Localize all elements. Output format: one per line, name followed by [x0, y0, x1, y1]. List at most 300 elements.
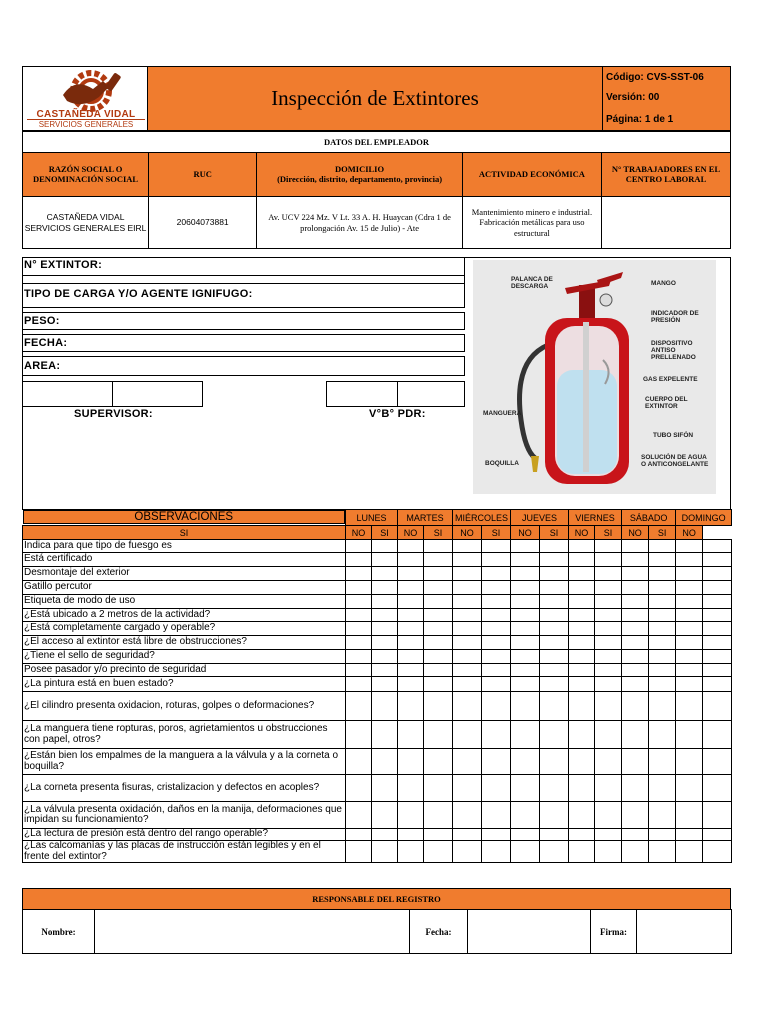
- si-checkbox-cell[interactable]: [622, 802, 649, 829]
- no-checkbox-cell[interactable]: [595, 829, 622, 841]
- no-checkbox-cell[interactable]: [703, 567, 732, 581]
- si-checkbox-cell[interactable]: [676, 829, 703, 841]
- checklist-question: ¿Está completamente cargado y operable?: [23, 622, 346, 636]
- si-checkbox-cell[interactable]: [398, 692, 424, 721]
- si-checkbox-cell[interactable]: [676, 664, 703, 677]
- si-checkbox-cell[interactable]: [676, 721, 703, 749]
- no-checkbox-cell[interactable]: [482, 749, 511, 775]
- no-checkbox-cell[interactable]: [540, 775, 569, 802]
- si-checkbox-cell[interactable]: [453, 581, 482, 595]
- si-checkbox-cell[interactable]: [346, 650, 372, 664]
- no-checkbox-cell[interactable]: [540, 650, 569, 664]
- si-checkbox-cell[interactable]: [511, 595, 540, 609]
- no-checkbox-cell[interactable]: [595, 595, 622, 609]
- si-checkbox-cell[interactable]: [676, 841, 703, 863]
- si-checkbox-cell[interactable]: [346, 664, 372, 677]
- si-checkbox-cell[interactable]: [511, 567, 540, 581]
- vobo-sign-box-2[interactable]: [397, 381, 465, 407]
- si-checkbox-cell[interactable]: [622, 829, 649, 841]
- si-checkbox-cell[interactable]: [676, 540, 703, 553]
- day-sabado: SÁBADO: [622, 510, 676, 526]
- no-checkbox-cell[interactable]: [482, 650, 511, 664]
- si-checkbox-cell[interactable]: [622, 721, 649, 749]
- col-ruc: RUC: [149, 153, 257, 197]
- no-checkbox-cell[interactable]: [703, 636, 732, 650]
- no-checkbox-cell[interactable]: [372, 595, 398, 609]
- no-checkbox-cell[interactable]: [482, 567, 511, 581]
- no-checkbox-cell[interactable]: [595, 581, 622, 595]
- no-checkbox-cell[interactable]: [482, 721, 511, 749]
- no-checkbox-cell[interactable]: [540, 664, 569, 677]
- no-checkbox-cell[interactable]: [424, 721, 453, 749]
- no-checkbox-cell[interactable]: [540, 721, 569, 749]
- si-checkbox-cell[interactable]: [569, 622, 595, 636]
- si-checkbox-cell[interactable]: [569, 775, 595, 802]
- label-solucion: SOLUCIÓN DE AGUA O ANTICONGELANTE: [641, 454, 709, 469]
- no-checkbox-cell[interactable]: [372, 636, 398, 650]
- no-checkbox-cell[interactable]: [703, 677, 732, 692]
- si-checkbox-cell[interactable]: [346, 802, 372, 829]
- employer-table: [22, 152, 731, 249]
- si-checkbox-cell[interactable]: [569, 802, 595, 829]
- no-checkbox-cell[interactable]: [424, 692, 453, 721]
- checklist-question: ¿Está ubicado a 2 metros de la actividad?: [23, 609, 346, 622]
- no-checkbox-cell[interactable]: [372, 540, 398, 553]
- si-checkbox-cell[interactable]: [511, 553, 540, 567]
- no-checkbox-cell[interactable]: [372, 609, 398, 622]
- header-logo-cell: [22, 66, 148, 131]
- si-label: SI: [424, 526, 453, 540]
- label-manguera: MANGUERA: [483, 410, 522, 417]
- si-checkbox-cell[interactable]: [569, 609, 595, 622]
- si-checkbox-cell[interactable]: [453, 609, 482, 622]
- si-checkbox-cell[interactable]: [453, 802, 482, 829]
- no-checkbox-cell[interactable]: [424, 540, 453, 553]
- no-checkbox-cell[interactable]: [482, 595, 511, 609]
- si-checkbox-cell[interactable]: [346, 692, 372, 721]
- no-checkbox-cell[interactable]: [595, 553, 622, 567]
- checklist-question: ¿La lectura de presión está dentro del rango operable?: [23, 829, 346, 841]
- si-checkbox-cell[interactable]: [511, 692, 540, 721]
- si-checkbox-cell[interactable]: [346, 622, 372, 636]
- si-checkbox-cell[interactable]: [569, 581, 595, 595]
- si-checkbox-cell[interactable]: [569, 595, 595, 609]
- no-checkbox-cell[interactable]: [703, 553, 732, 567]
- no-checkbox-cell[interactable]: [703, 829, 732, 841]
- si-checkbox-cell[interactable]: [346, 636, 372, 650]
- no-checkbox-cell[interactable]: [649, 595, 676, 609]
- checklist-row: [23, 650, 732, 664]
- si-checkbox-cell[interactable]: [398, 721, 424, 749]
- si-checkbox-cell[interactable]: [676, 636, 703, 650]
- no-checkbox-cell[interactable]: [649, 622, 676, 636]
- no-checkbox-cell[interactable]: [649, 609, 676, 622]
- no-checkbox-cell[interactable]: [372, 650, 398, 664]
- si-checkbox-cell[interactable]: [676, 553, 703, 567]
- si-checkbox-cell[interactable]: [676, 622, 703, 636]
- si-checkbox-cell[interactable]: [346, 581, 372, 595]
- checklist-question: Indica para que tipo de fuesgo es: [23, 540, 346, 553]
- no-checkbox-cell[interactable]: [540, 540, 569, 553]
- si-checkbox-cell[interactable]: [398, 677, 424, 692]
- si-checkbox-cell[interactable]: [676, 567, 703, 581]
- si-checkbox-cell[interactable]: [511, 609, 540, 622]
- si-checkbox-cell[interactable]: [622, 609, 649, 622]
- si-checkbox-cell[interactable]: [453, 749, 482, 775]
- si-checkbox-cell[interactable]: [569, 650, 595, 664]
- no-checkbox-cell[interactable]: [703, 692, 732, 721]
- no-checkbox-cell[interactable]: [595, 650, 622, 664]
- checklist-question: Posee pasador y/o precinto de seguridad: [23, 664, 346, 677]
- no-checkbox-cell[interactable]: [540, 802, 569, 829]
- responsable-section-title: RESPONSABLE DEL REGISTRO: [22, 888, 731, 910]
- no-checkbox-cell[interactable]: [482, 664, 511, 677]
- no-checkbox-cell[interactable]: [482, 636, 511, 650]
- no-checkbox-cell[interactable]: [595, 802, 622, 829]
- si-checkbox-cell[interactable]: [511, 581, 540, 595]
- si-checkbox-cell[interactable]: [676, 609, 703, 622]
- si-checkbox-cell[interactable]: [622, 841, 649, 863]
- si-checkbox-cell[interactable]: [676, 802, 703, 829]
- no-checkbox-cell[interactable]: [540, 829, 569, 841]
- no-checkbox-cell[interactable]: [649, 721, 676, 749]
- logo-text-bottom: SERVICIOS GENERALES: [27, 119, 145, 129]
- si-checkbox-cell[interactable]: [346, 609, 372, 622]
- no-checkbox-cell[interactable]: [649, 829, 676, 841]
- no-checkbox-cell[interactable]: [482, 802, 511, 829]
- si-checkbox-cell[interactable]: [569, 692, 595, 721]
- no-checkbox-cell[interactable]: [424, 775, 453, 802]
- no-checkbox-cell[interactable]: [703, 841, 732, 863]
- no-checkbox-cell[interactable]: [540, 841, 569, 863]
- no-checkbox-cell[interactable]: [595, 775, 622, 802]
- si-checkbox-cell[interactable]: [398, 553, 424, 567]
- si-checkbox-cell[interactable]: [398, 567, 424, 581]
- si-checkbox-cell[interactable]: [511, 677, 540, 692]
- no-checkbox-cell[interactable]: [595, 677, 622, 692]
- label-boquilla: BOQUILLA: [485, 460, 519, 467]
- no-checkbox-cell[interactable]: [540, 553, 569, 567]
- si-checkbox-cell[interactable]: [676, 749, 703, 775]
- si-checkbox-cell[interactable]: [453, 540, 482, 553]
- no-checkbox-cell[interactable]: [540, 749, 569, 775]
- si-checkbox-cell[interactable]: [676, 650, 703, 664]
- si-checkbox-cell[interactable]: [622, 664, 649, 677]
- no-checkbox-cell[interactable]: [424, 553, 453, 567]
- si-checkbox-cell[interactable]: [569, 749, 595, 775]
- no-checkbox-cell[interactable]: [540, 636, 569, 650]
- si-checkbox-cell[interactable]: [453, 677, 482, 692]
- no-checkbox-cell[interactable]: [540, 677, 569, 692]
- no-checkbox-cell[interactable]: [649, 650, 676, 664]
- checklist-row: [23, 749, 732, 775]
- no-checkbox-cell[interactable]: [424, 841, 453, 863]
- no-checkbox-cell[interactable]: [595, 567, 622, 581]
- si-checkbox-cell[interactable]: [511, 802, 540, 829]
- si-checkbox-cell[interactable]: [569, 721, 595, 749]
- si-checkbox-cell[interactable]: [569, 664, 595, 677]
- si-label: SI: [649, 526, 676, 540]
- no-checkbox-cell[interactable]: [703, 775, 732, 802]
- checklist-row: [23, 721, 732, 749]
- si-checkbox-cell[interactable]: [453, 636, 482, 650]
- no-checkbox-cell[interactable]: [703, 650, 732, 664]
- peso-label: PESO:: [24, 315, 60, 327]
- no-checkbox-cell[interactable]: [424, 664, 453, 677]
- no-label: NO: [511, 526, 540, 540]
- no-checkbox-cell[interactable]: [424, 581, 453, 595]
- no-checkbox-cell[interactable]: [649, 581, 676, 595]
- no-checkbox-cell[interactable]: [424, 802, 453, 829]
- ruc-value: 20604073881: [149, 197, 257, 249]
- si-checkbox-cell[interactable]: [346, 595, 372, 609]
- area-label: AREA:: [24, 360, 61, 372]
- no-checkbox-cell[interactable]: [424, 636, 453, 650]
- no-checkbox-cell[interactable]: [372, 553, 398, 567]
- no-checkbox-cell[interactable]: [482, 540, 511, 553]
- no-checkbox-cell[interactable]: [703, 609, 732, 622]
- si-checkbox-cell[interactable]: [622, 595, 649, 609]
- checklist-question: ¿La válvula presenta oxidación, daños en la manija, deformaciones que impidan su funcionamiento?: [23, 802, 346, 829]
- no-checkbox-cell[interactable]: [649, 540, 676, 553]
- no-checkbox-cell[interactable]: [540, 622, 569, 636]
- no-checkbox-cell[interactable]: [372, 692, 398, 721]
- si-checkbox-cell[interactable]: [453, 622, 482, 636]
- no-checkbox-cell[interactable]: [703, 622, 732, 636]
- si-checkbox-cell[interactable]: [622, 540, 649, 553]
- si-checkbox-cell[interactable]: [398, 829, 424, 841]
- label-mango: MANGO: [651, 280, 676, 287]
- no-checkbox-cell[interactable]: [372, 677, 398, 692]
- no-checkbox-cell[interactable]: [372, 749, 398, 775]
- si-checkbox-cell[interactable]: [676, 581, 703, 595]
- razon-value: CASTAÑEDA VIDAL SERVICIOS GENERALES EIRL: [23, 197, 149, 249]
- no-checkbox-cell[interactable]: [649, 692, 676, 721]
- si-label: SI: [540, 526, 569, 540]
- si-checkbox-cell[interactable]: [569, 540, 595, 553]
- si-checkbox-cell[interactable]: [569, 567, 595, 581]
- no-checkbox-cell[interactable]: [540, 609, 569, 622]
- no-checkbox-cell[interactable]: [372, 829, 398, 841]
- no-checkbox-cell[interactable]: [540, 595, 569, 609]
- no-checkbox-cell[interactable]: [424, 677, 453, 692]
- si-checkbox-cell[interactable]: [398, 581, 424, 595]
- si-checkbox-cell[interactable]: [622, 749, 649, 775]
- no-checkbox-cell[interactable]: [424, 609, 453, 622]
- no-checkbox-cell[interactable]: [649, 636, 676, 650]
- si-checkbox-cell[interactable]: [622, 650, 649, 664]
- si-checkbox-cell[interactable]: [453, 841, 482, 863]
- si-checkbox-cell[interactable]: [569, 553, 595, 567]
- si-checkbox-cell[interactable]: [569, 841, 595, 863]
- trabajadores-value: [601, 197, 730, 249]
- no-checkbox-cell[interactable]: [595, 721, 622, 749]
- si-checkbox-cell[interactable]: [511, 650, 540, 664]
- no-checkbox-cell[interactable]: [482, 775, 511, 802]
- no-checkbox-cell[interactable]: [540, 567, 569, 581]
- si-checkbox-cell[interactable]: [511, 664, 540, 677]
- checklist-row: [23, 636, 732, 650]
- checklist-question: ¿Están bien los empalmes de la manguera a la válvula y a la corneta o boquilla?: [23, 749, 346, 775]
- si-checkbox-cell[interactable]: [398, 540, 424, 553]
- si-checkbox-cell[interactable]: [398, 609, 424, 622]
- fecha-input[interactable]: [468, 910, 591, 954]
- si-checkbox-cell[interactable]: [453, 650, 482, 664]
- checklist-question: Desmontaje del exterior: [23, 567, 346, 581]
- no-checkbox-cell[interactable]: [595, 749, 622, 775]
- no-checkbox-cell[interactable]: [482, 841, 511, 863]
- numero-input[interactable]: [22, 276, 465, 284]
- no-checkbox-cell[interactable]: [372, 775, 398, 802]
- si-checkbox-cell[interactable]: [346, 775, 372, 802]
- no-checkbox-cell[interactable]: [424, 595, 453, 609]
- no-checkbox-cell[interactable]: [424, 622, 453, 636]
- vobo-sign-box-1[interactable]: [326, 381, 398, 407]
- no-checkbox-cell[interactable]: [424, 650, 453, 664]
- si-checkbox-cell[interactable]: [622, 622, 649, 636]
- si-checkbox-cell[interactable]: [622, 581, 649, 595]
- si-checkbox-cell[interactable]: [453, 775, 482, 802]
- si-checkbox-cell[interactable]: [346, 749, 372, 775]
- si-checkbox-cell[interactable]: [398, 595, 424, 609]
- numero-label: N° EXTINTOR:: [24, 259, 103, 271]
- si-checkbox-cell[interactable]: [453, 595, 482, 609]
- no-checkbox-cell[interactable]: [424, 749, 453, 775]
- no-checkbox-cell[interactable]: [372, 622, 398, 636]
- no-checkbox-cell[interactable]: [595, 636, 622, 650]
- si-checkbox-cell[interactable]: [676, 692, 703, 721]
- no-checkbox-cell[interactable]: [649, 664, 676, 677]
- no-checkbox-cell[interactable]: [703, 595, 732, 609]
- firma-input[interactable]: [637, 910, 732, 954]
- no-checkbox-cell[interactable]: [595, 664, 622, 677]
- si-checkbox-cell[interactable]: [622, 567, 649, 581]
- no-checkbox-cell[interactable]: [649, 749, 676, 775]
- si-checkbox-cell[interactable]: [453, 829, 482, 841]
- no-checkbox-cell[interactable]: [703, 664, 732, 677]
- no-checkbox-cell[interactable]: [372, 802, 398, 829]
- no-checkbox-cell[interactable]: [703, 802, 732, 829]
- checklist-row: [23, 692, 732, 721]
- no-checkbox-cell[interactable]: [372, 721, 398, 749]
- no-checkbox-cell[interactable]: [372, 664, 398, 677]
- si-checkbox-cell[interactable]: [569, 677, 595, 692]
- si-checkbox-cell[interactable]: [398, 749, 424, 775]
- si-checkbox-cell[interactable]: [622, 692, 649, 721]
- si-checkbox-cell[interactable]: [346, 567, 372, 581]
- si-checkbox-cell[interactable]: [511, 622, 540, 636]
- no-checkbox-cell[interactable]: [482, 609, 511, 622]
- day-jueves: JUEVES: [511, 510, 569, 526]
- si-checkbox-cell[interactable]: [676, 595, 703, 609]
- si-checkbox-cell[interactable]: [346, 540, 372, 553]
- si-checkbox-cell[interactable]: [622, 677, 649, 692]
- si-checkbox-cell[interactable]: [398, 650, 424, 664]
- si-checkbox-cell[interactable]: [511, 829, 540, 841]
- si-checkbox-cell[interactable]: [676, 775, 703, 802]
- si-checkbox-cell[interactable]: [346, 553, 372, 567]
- si-checkbox-cell[interactable]: [622, 553, 649, 567]
- si-checkbox-cell[interactable]: [346, 829, 372, 841]
- no-checkbox-cell[interactable]: [595, 622, 622, 636]
- no-checkbox-cell[interactable]: [424, 829, 453, 841]
- no-checkbox-cell[interactable]: [482, 692, 511, 721]
- no-checkbox-cell[interactable]: [482, 677, 511, 692]
- si-checkbox-cell[interactable]: [511, 721, 540, 749]
- si-checkbox-cell[interactable]: [511, 775, 540, 802]
- pagina-label: Página: 1 de 1: [606, 114, 674, 125]
- no-checkbox-cell[interactable]: [540, 692, 569, 721]
- si-checkbox-cell[interactable]: [676, 677, 703, 692]
- no-checkbox-cell[interactable]: [703, 581, 732, 595]
- si-checkbox-cell[interactable]: [569, 829, 595, 841]
- si-checkbox-cell[interactable]: [622, 775, 649, 802]
- no-checkbox-cell[interactable]: [372, 841, 398, 863]
- no-checkbox-cell[interactable]: [482, 581, 511, 595]
- nombre-input[interactable]: [95, 910, 410, 954]
- no-checkbox-cell[interactable]: [482, 829, 511, 841]
- no-checkbox-cell[interactable]: [649, 802, 676, 829]
- no-checkbox-cell[interactable]: [540, 581, 569, 595]
- no-checkbox-cell[interactable]: [595, 609, 622, 622]
- no-checkbox-cell[interactable]: [482, 622, 511, 636]
- si-checkbox-cell[interactable]: [398, 841, 424, 863]
- si-checkbox-cell[interactable]: [453, 553, 482, 567]
- si-checkbox-cell[interactable]: [346, 841, 372, 863]
- no-checkbox-cell[interactable]: [595, 692, 622, 721]
- si-checkbox-cell[interactable]: [569, 636, 595, 650]
- area-row: [22, 356, 465, 376]
- si-checkbox-cell[interactable]: [511, 540, 540, 553]
- si-checkbox-cell[interactable]: [398, 775, 424, 802]
- si-checkbox-cell[interactable]: [346, 721, 372, 749]
- si-checkbox-cell[interactable]: [398, 636, 424, 650]
- checklist-row: [23, 829, 732, 841]
- no-checkbox-cell[interactable]: [649, 775, 676, 802]
- si-checkbox-cell[interactable]: [511, 636, 540, 650]
- no-checkbox-cell[interactable]: [703, 540, 732, 553]
- si-checkbox-cell[interactable]: [511, 841, 540, 863]
- no-checkbox-cell[interactable]: [649, 677, 676, 692]
- si-checkbox-cell[interactable]: [346, 677, 372, 692]
- si-checkbox-cell[interactable]: [453, 721, 482, 749]
- si-checkbox-cell[interactable]: [511, 749, 540, 775]
- no-checkbox-cell[interactable]: [703, 721, 732, 749]
- supervisor-sign-box-2[interactable]: [112, 381, 203, 407]
- no-checkbox-cell[interactable]: [703, 749, 732, 775]
- si-checkbox-cell[interactable]: [453, 567, 482, 581]
- no-checkbox-cell[interactable]: [595, 841, 622, 863]
- no-checkbox-cell[interactable]: [649, 553, 676, 567]
- no-checkbox-cell[interactable]: [482, 553, 511, 567]
- no-checkbox-cell[interactable]: [595, 540, 622, 553]
- si-checkbox-cell[interactable]: [398, 622, 424, 636]
- no-checkbox-cell[interactable]: [372, 567, 398, 581]
- col-actividad: ACTIVIDAD ECONÓMICA: [462, 153, 601, 197]
- col-domicilio: DOMICILIO (Dirección, distrito, departamento, provincia): [257, 153, 463, 197]
- si-checkbox-cell[interactable]: [622, 636, 649, 650]
- si-checkbox-cell[interactable]: [398, 664, 424, 677]
- label-palanca: PALANCA DE DESCARGA: [511, 276, 553, 291]
- no-checkbox-cell[interactable]: [649, 567, 676, 581]
- si-checkbox-cell[interactable]: [398, 802, 424, 829]
- no-checkbox-cell[interactable]: [424, 567, 453, 581]
- no-checkbox-cell[interactable]: [649, 841, 676, 863]
- no-checkbox-cell[interactable]: [372, 581, 398, 595]
- supervisor-sign-box-1[interactable]: [22, 381, 113, 407]
- si-checkbox-cell[interactable]: [453, 692, 482, 721]
- si-checkbox-cell[interactable]: [453, 664, 482, 677]
